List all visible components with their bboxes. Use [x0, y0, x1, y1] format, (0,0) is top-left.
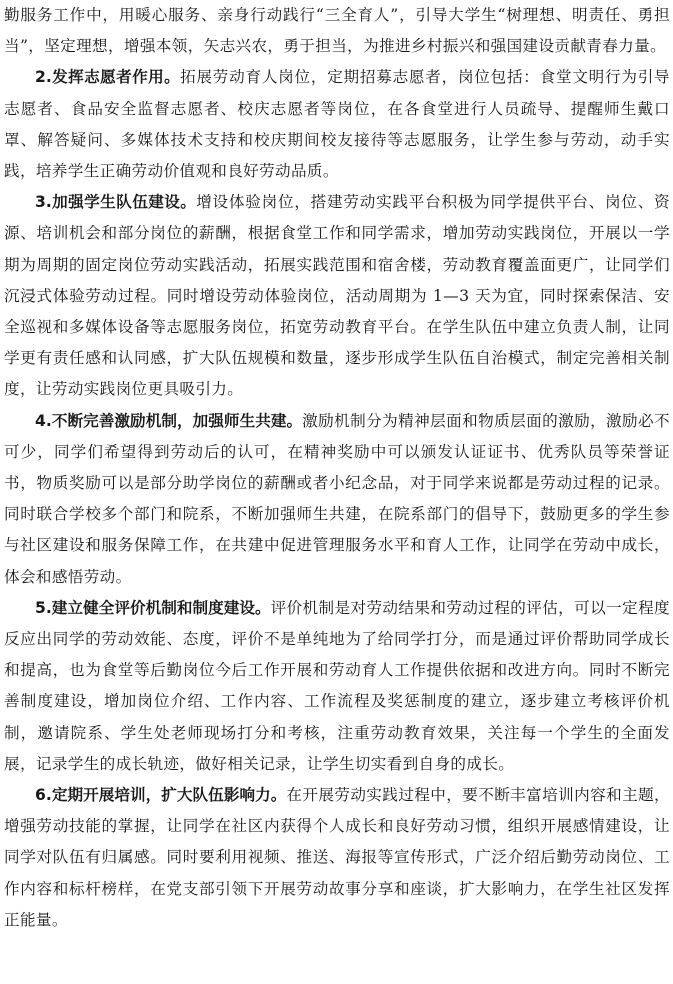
paragraph-body: 拓展劳动育人岗位，定期招募志愿者，岗位包括：食堂文明行为引导志愿者、食品安全监督志愿者、校庆志愿者等岗位，在各食堂进行人员疏导、提醒师生戴口罩、解答疑问、多媒体技术支持和校庆期间校友接待等志愿服务，让学生参与劳动，动手实践，培养学生正确劳动价值观和良好劳动品质。	[4, 68, 670, 181]
paragraph-heading: 4.不断完善激励机制，加强师生共建。	[35, 411, 303, 430]
paragraph-body: 勤服务工作中，用暖心服务、亲身行动践行“三全育人”，引导大学生“树理想、明责任、勇担当”，坚定理想，增强本领，矢志兴农，勇于担当，为推进乡村振兴和强国建设贡献青春力量。	[4, 6, 670, 56]
paragraph-heading: 2.发挥志愿者作用。	[35, 68, 181, 87]
document-page	[4, 0, 670, 936]
paragraph-heading: 6.定期开展培训，扩大队伍影响力。	[35, 786, 287, 805]
paragraph-body: 评价机制是对劳动结果和劳动过程的评估，可以一定程度反应出同学的劳动效能、态度，评价不是单纯地为了给同学打分，而是通过评价帮助同学成长和提高，也为食堂等后勤岗位今后工作开展和劳动育人工作提供依据和改进方向。同时不断完善制度建设，增加岗位介绍、工作内容、工作流程及奖惩制度的建立，逐步建立考核评价机制，邀请院系、学生处老师现场打分和考核，注重劳动教育效果，关注每一个学生的全面发展，记录学生的成长轨迹，做好相关记录，让学生切实看到自身的成长。	[4, 598, 670, 773]
paragraph-volunteers	[4, 62, 670, 187]
paragraph-incentives	[4, 406, 670, 593]
paragraph-training	[4, 780, 670, 936]
paragraph-evaluation	[4, 593, 670, 780]
paragraph-continuation	[4, 0, 670, 62]
paragraph-body: 激励机制分为精神层面和物质层面的激励，激励必不可少，同学们希望得到劳动后的认可，在精神奖励中可以颁发认证证书、优秀队员等荣誉证书，物质奖励可以是部分助学岗位的薪酬或者小纪念品，对于同学来说都是劳动过程的记录。同时联合学校多个部门和院系，不断加强师生共建，在院系部门的倡导下，鼓励更多的学生参与社区建设和服务保障工作，在共建中促进管理服务水平和育人工作，让同学在劳动中成长，体会和感悟劳动。	[4, 411, 670, 586]
paragraph-body: 增设体验岗位，搭建劳动实践平台积极为同学提供平台、岗位、资源、培训机会和部分岗位的薪酬，根据食堂工作和同学需求，增加劳动实践岗位，开展以一学期为周期的固定岗位劳动实践活动，拓展实践范围和宿舍楼，劳动教育覆盖面更广，让同学们沉浸式体验劳动过程。同时增设劳动体验岗位，活动周期为 1—3 天为宜，同时探索保洁、安全巡视和多媒体设备等志愿服务岗位，拓宽劳动教育平台。在学生队伍中建立负责人制，让同学更有责任感和认同感，扩大队伍规模和数量，逐步形成学生队伍自治模式，制定完善相关制度，让劳动实践岗位更具吸引力。	[4, 193, 670, 399]
paragraph-heading: 5.建立健全评价机制和制度建设。	[35, 598, 271, 617]
paragraph-heading: 3.加强学生队伍建设。	[35, 193, 197, 212]
paragraph-student-team	[4, 187, 670, 405]
paragraph-body: 在开展劳动实践过程中，要不断丰富培训内容和主题，增强劳动技能的掌握，让同学在社区内获得个人成长和良好劳动习惯，组织开展感情建设，让同学对队伍有归属感。同时要利用视频、推送、海报等宣传形式，广泛介绍后勤劳动岗位、工作内容和标杆榜样，在党支部引领下开展劳动故事分享和座谈，扩大影响力，在学生社区发挥正能量。	[4, 786, 671, 929]
